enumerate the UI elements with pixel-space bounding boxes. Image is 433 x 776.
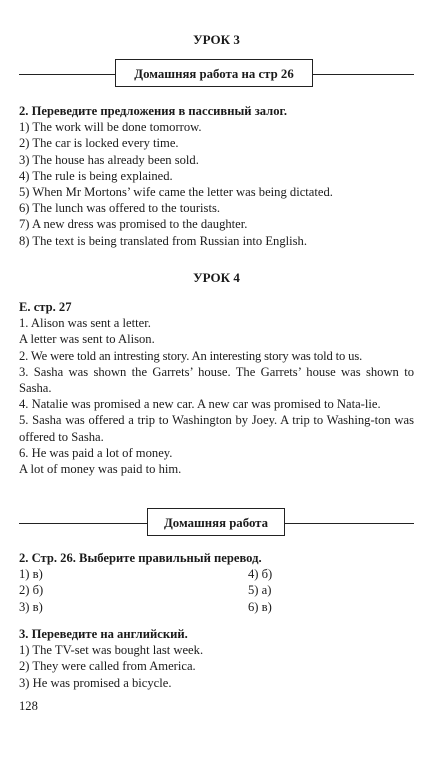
lesson-4-exercise-3 <box>19 626 414 691</box>
lesson-3-title: УРОК 3 <box>193 32 240 47</box>
answer-line: 1) The TV-set was bought last week. <box>19 643 204 658</box>
answer-line: 6. He was paid a lot of money. <box>19 445 173 460</box>
lesson-4-title: УРОК 4 <box>193 270 240 285</box>
answer-cell: 4) б) <box>248 567 273 582</box>
lesson-4-exercise-2 <box>19 550 414 615</box>
answer-line: 3. Sasha was shown the Garrets’ house. The Garrets’ house was shown to Sasha. <box>19 364 414 396</box>
answer-line: 1. Alison was sent a letter. <box>19 316 151 331</box>
answer-line: A letter was sent to Alison. <box>19 332 155 347</box>
heading-rule-right <box>313 74 414 75</box>
exercise-title: 2. Стр. 26. Выберите правильный перевод. <box>19 551 262 565</box>
homework-box: Домашняя работа <box>147 508 285 536</box>
homework-box: Домашняя работа на стр 26 <box>115 59 313 87</box>
answer-line: 2. We were told an intresting story. An interesting story was told to us. <box>19 348 363 363</box>
answer-line: 4) The rule is being explained. <box>19 168 173 183</box>
heading-rule-left <box>19 523 147 524</box>
lesson-4-exercise-e <box>19 299 414 477</box>
page-number: 128 <box>19 699 38 713</box>
answer-line: 5) When Mr Mortons’ wife came the letter was being dictated. <box>19 185 333 200</box>
answer-line: 1) The work will be done tomorrow. <box>19 120 202 135</box>
heading-rule-left <box>19 74 115 75</box>
answer-line: 3) He was promised a bicycle. <box>19 675 172 690</box>
answer-line: 3) The house has already been sold. <box>19 152 199 167</box>
answer-line: 6) The lunch was offered to the tourists. <box>19 201 220 216</box>
exercise-title: E. стр. 27 <box>19 300 72 314</box>
lesson-4-homework-heading <box>19 508 414 538</box>
answer-line: 8) The text is being translated from Russian into English. <box>19 233 307 248</box>
answer-cell: 6) в) <box>248 599 272 614</box>
answers-row <box>19 566 414 582</box>
answer-line: A lot of money was paid to him. <box>19 462 182 477</box>
exercise-title: 3. Переведите на английский. <box>19 627 188 641</box>
lesson-3-exercise-2 <box>19 103 414 249</box>
answer-cell: 1) в) <box>19 567 43 582</box>
answer-line: 7) A new dress was promised to the daughter. <box>19 217 248 232</box>
answers-row <box>19 582 414 598</box>
answer-line: 5. Sasha was offered a trip to Washington by Joey. A trip to Washing-ton was offered to Sasha. <box>19 413 414 444</box>
answers-row <box>19 599 414 615</box>
lesson-3-homework-heading <box>19 59 414 89</box>
answer-line: 2) The car is locked every time. <box>19 136 179 151</box>
exercise-title: 2. Переведите предложения в пассивный залог. <box>19 104 287 118</box>
heading-rule-right <box>285 523 414 524</box>
answer-cell: 3) в) <box>19 599 43 614</box>
answer-line: 2) They were called from America. <box>19 659 196 674</box>
answer-cell: 2) б) <box>19 583 44 598</box>
answer-line: 4. Natalie was promised a new car. A new car was promised to Nata-lie. <box>19 397 381 412</box>
answer-cell: 5) а) <box>248 583 272 598</box>
